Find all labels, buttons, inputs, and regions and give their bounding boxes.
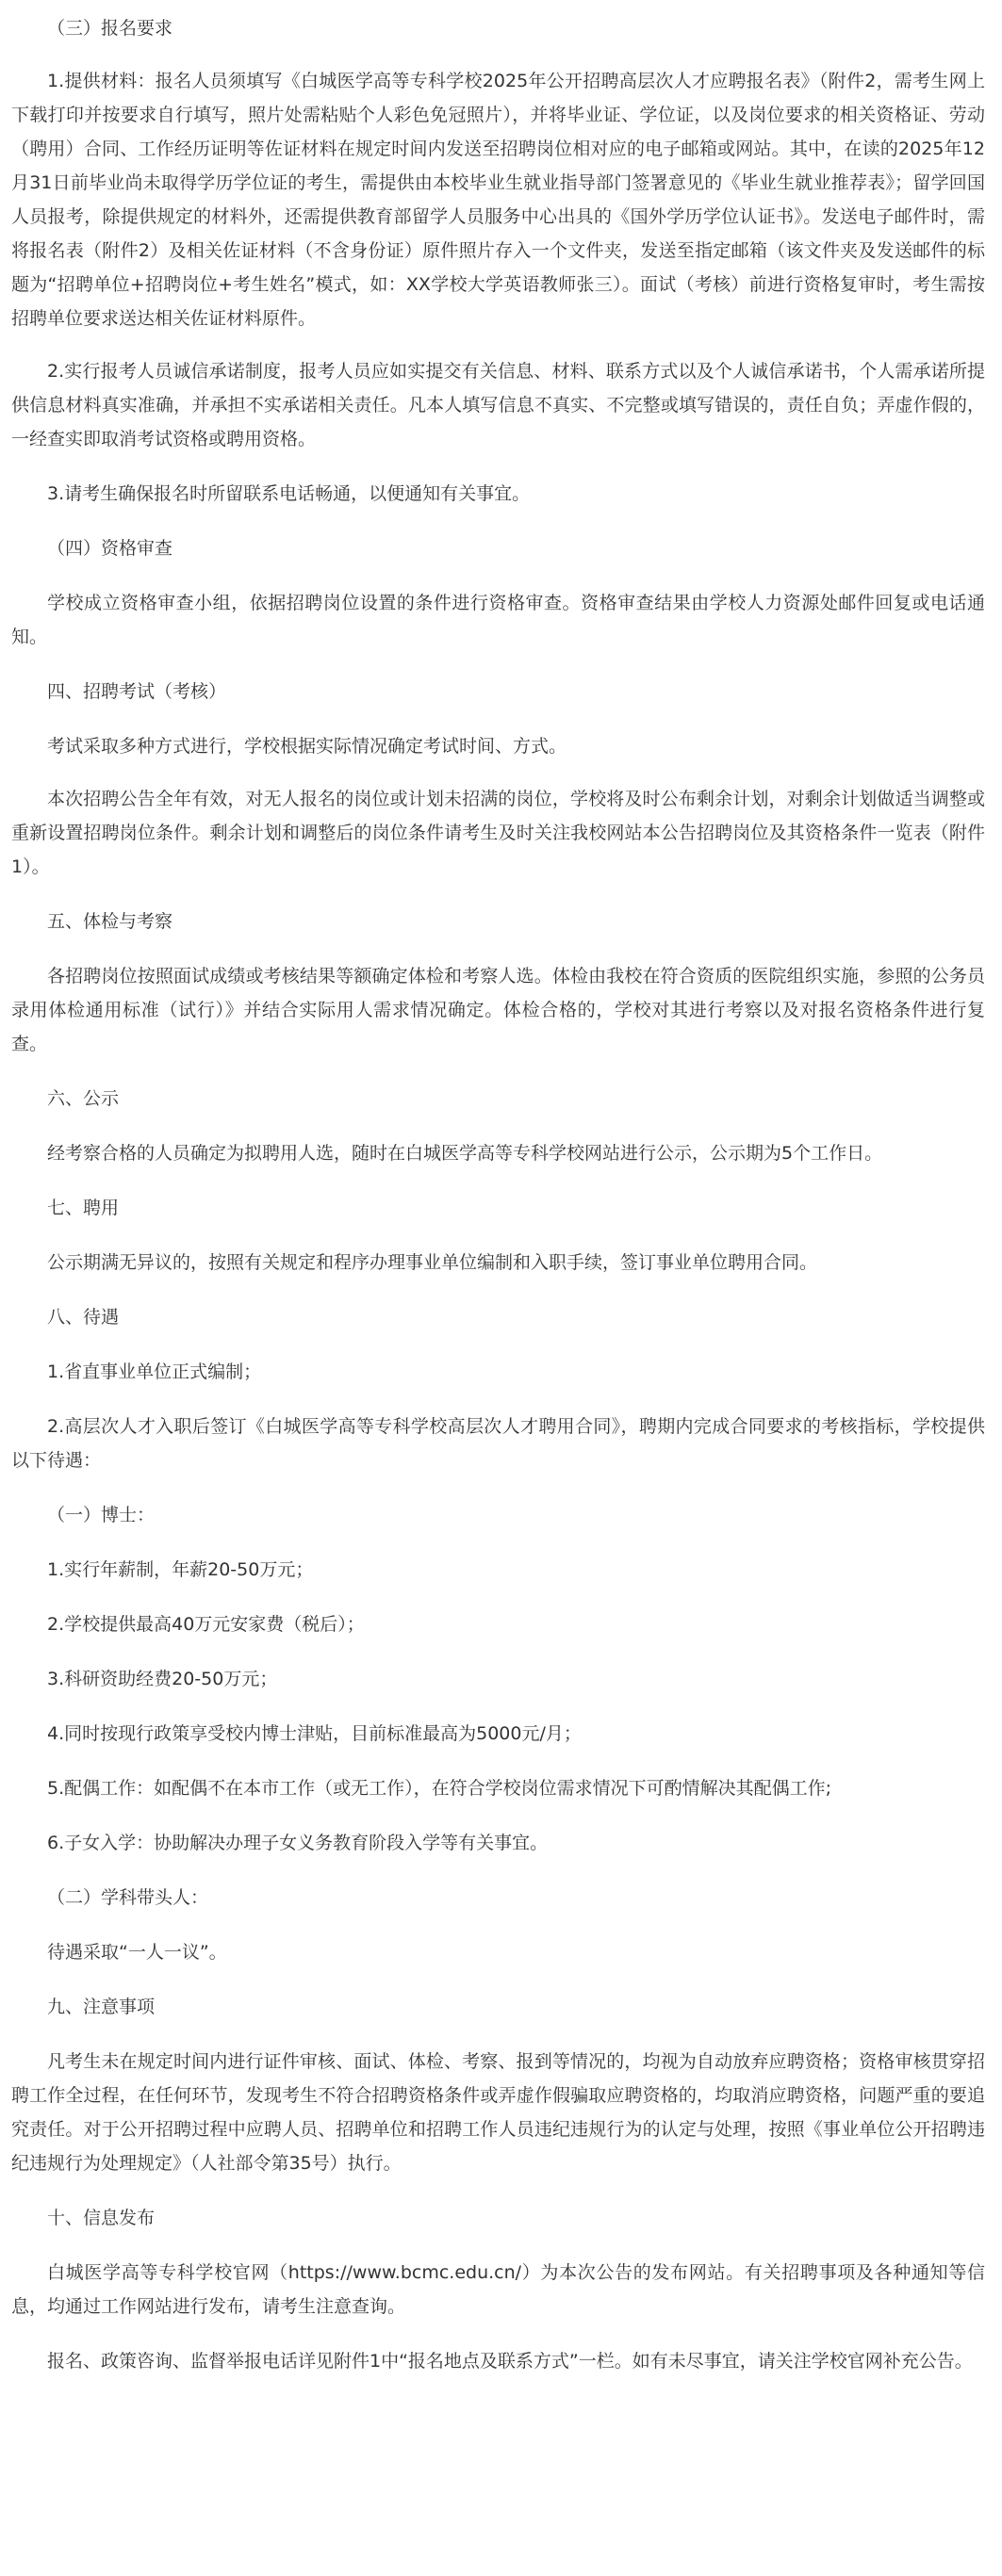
section-heading-benefits: 八、待遇 <box>47 1307 120 1328</box>
paragraph-discipline-leader-benefits: 待遇采取“一人一议”。 <box>47 1942 227 1963</box>
subheading-discipline-leader: （二）学科带头人： <box>47 1887 209 1908</box>
list-item-phd-salary: 1.实行年薪制，年薪20-50万元； <box>47 1559 314 1580</box>
section-heading-physical-exam: 五、体检与考察 <box>47 911 173 932</box>
paragraph-employment: 公示期满无异议的，按照有关规定和程序办理事业单位编制和入职手续，签订事业单位聘用合同。 <box>47 1252 818 1273</box>
paragraph-contact-phone: 3.请考生确保报名时所留联系电话畅通，以便通知有关事宜。 <box>47 483 531 504</box>
section-heading-notes: 九、注意事项 <box>47 1997 156 2017</box>
paragraph-integrity-commitment: 2.实行报考人员诚信承诺制度，报考人员应如实提交有关信息、材料、联系方式以及个人诚信承诺书，个人需承诺所提供信息材料真实准确，并承担不实承诺相关责任。凡本人填写信息不真实、不完整或填写错误的，责任自负；弄虚作假的，一经查实即取消考试资格或聘用资格。 <box>11 361 985 449</box>
section-heading-registration-requirements: （三）报名要求 <box>47 18 173 39</box>
section-heading-employment: 七、聘用 <box>47 1198 120 1218</box>
subheading-phd: （一）博士： <box>47 1505 156 1525</box>
paragraph-validity: 本次招聘公告全年有效，对无人报名的岗位或计划未招满的岗位，学校将及时公布剩余计划，对剩余计划做适当调整或重新设置招聘岗位条件。剩余计划和调整后的岗位条件请考生及时关注我校网站本公告招聘岗位及其资格条件一览表（附件1）。 <box>11 789 985 877</box>
list-item-phd-allowance: 4.同时按现行政策享受校内博士津贴，目前标准最高为5000元/月； <box>47 1723 582 1744</box>
paragraph-exam-methods: 考试采取多种方式进行，学校根据实际情况确定考试时间、方式。 <box>47 736 567 757</box>
paragraph-materials: 1.提供材料：报名人员须填写《白城医学高等专科学校2025年公开招聘高层次人才应聘报名表》（附件2，需考生网上下载打印并按要求自行填写，照片处需粘贴个人彩色免冠照片），并将毕业证、学位证，以及岗位要求的相关资格证、劳动（聘用）合同、工作经历证明等佐证材料在规定时间内发送至招聘岗位相对应的电子邮箱或网站。其中，在读的2025年12月31日前毕业尚未取得学历学位证的考生，需提供由本校毕业生就业指导部门签署意见的《毕业生就业推荐表》；留学回国人员报考，除提供规定的材料外，还需提供教育部留学人员服务中心出具的《国外学历学位认证书》。发送电子邮件时，需将报名表（附件2）及相关佐证材料（不含身份证）原件照片存入一个文件夹，发送至指定邮箱（该文件夹及发送邮件的标题为“招聘单位+招聘岗位+考生姓名”模式，如：XX学校大学英语教师张三）。面试（考核）前进行资格复审时，考生需按招聘单位要求送达相关佐证材料原件。 <box>11 71 985 329</box>
paragraph-physical-exam: 各招聘岗位按照面试成绩或考核结果等额确定体检和考察人选。体检由我校在符合资质的医院组织实施，参照的公务员录用体检通用标准（试行）》并结合实际用人需求情况确定。体检合格的，学校对其进行考察以及对报名资格条件进行复查。 <box>11 966 985 1054</box>
paragraph-notes: 凡考生未在规定时间内进行证件审核、面试、体检、考察、报到等情况的，均视为自动放弃应聘资格；资格审核贯穿招聘工作全过程，在任何环节，发现考生不符合招聘资格条件或弄虚作假骗取应聘资格的，均取消应聘资格，问题严重的要追究责任。对于公开招聘过程中应聘人员、招聘单位和招聘工作人员违纪违规行为的认定与处理，按照《事业单位公开招聘违纪违规行为处理规定》（人社部令第35号）执行。 <box>11 2051 985 2174</box>
paragraph-qualification-review: 学校成立资格审查小组，依据招聘岗位设置的条件进行资格审查。资格审查结果由学校人力资源处邮件回复或电话通知。 <box>11 593 985 647</box>
paragraph-publicity: 经考察合格的人员确定为拟聘用人选，随时在白城医学高等专科学校网站进行公示，公示期为5个工作日。 <box>47 1143 883 1164</box>
list-item-phd-children: 6.子女入学：协助解决办理子女义务教育阶段入学等有关事宜。 <box>47 1833 549 1853</box>
list-item-phd-research-funding: 3.科研资助经费20-50万元； <box>47 1669 278 1689</box>
paragraph-benefit-contract: 2.高层次人才入职后签订《白城医学高等专科学校高层次人才聘用合同》，聘期内完成合同要求的考核指标，学校提供以下待遇： <box>11 1416 985 1471</box>
paragraph-benefit-staffing: 1.省直事业单位正式编制； <box>47 1361 262 1382</box>
section-heading-exam: 四、招聘考试（考核） <box>47 681 227 702</box>
paragraph-official-website: 白城医学高等专科学校官网（https://www.bcmc.edu.cn/）为本次公告的发布网站。有关招聘事项及各种通知等信息，均通过工作网站进行发布，请考生注意查询。 <box>11 2262 985 2317</box>
list-item-phd-spouse: 5.配偶工作：如配偶不在本市工作（或无工作），在符合学校岗位需求情况下可酌情解决其配偶工作; <box>47 1778 832 1799</box>
section-heading-qualification-review: （四）资格审查 <box>47 538 173 559</box>
paragraph-contact-info: 报名、政策咨询、监督举报电话详见附件1中“报名地点及联系方式”一栏。如有未尽事宜，请关注学校官网补充公告。 <box>47 2351 973 2372</box>
list-item-phd-settlement: 2.学校提供最高40万元安家费（税后）； <box>47 1614 365 1635</box>
section-heading-information-release: 十、信息发布 <box>47 2208 156 2228</box>
section-heading-publicity: 六、公示 <box>47 1088 120 1109</box>
